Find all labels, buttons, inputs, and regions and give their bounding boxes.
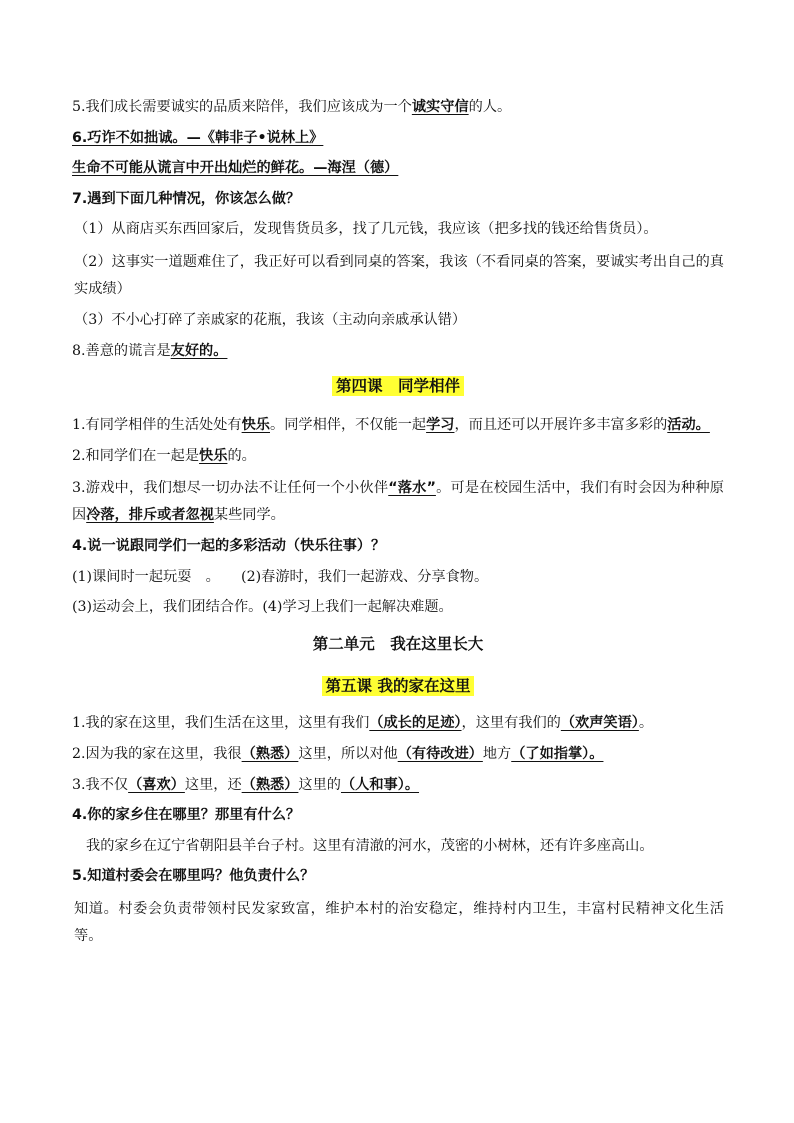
answer-underlined: （欢声笑语）: [560, 715, 639, 732]
text-span: 3.我不仅: [72, 776, 129, 793]
answer-line: （3）不小心打碎了亲戚家的花瓶，我该（主动向亲戚承认错）: [74, 311, 467, 328]
text-span: 。同学相伴，不仅能一起: [270, 416, 427, 433]
answer-line: (3)运动会上，我们团结合作。(4)学习上我们一起解决难题。: [72, 599, 453, 616]
text-span: 这里的: [298, 776, 341, 793]
highlighted-title: 第五课 我的家在这里: [322, 676, 475, 696]
text-span: 1.我的家在这里，我们生活在这里，这里有我们: [72, 715, 370, 732]
answer-underlined: （熟悉）: [241, 776, 299, 793]
text-span: 3.游戏中，我们想尽一切办法不让任何一个小伙伴: [72, 480, 389, 497]
answer-line: （1）从商店买东西回家后，发现售货员多，找了几元钱，我应该（把多找的钱还给售货员）。: [74, 221, 658, 238]
text-span: 2.因为我的家在这里，我很: [72, 745, 242, 762]
text-span: 这里，所以对他: [298, 745, 398, 762]
text-span: 。可是在校园生活中，我们有时会因为种种原因: [72, 480, 724, 524]
answer-underlined: 诚实守信: [411, 99, 469, 115]
answer-underlined: 活动。: [667, 416, 710, 433]
answer-underlined: （有待改进）: [397, 745, 483, 762]
answer-underlined: （了如指掌）。: [511, 745, 604, 762]
quote-underlined: 6.巧诈不如拙诚。—《韩非子•说林上》: [72, 129, 324, 146]
answer-underlined: （熟悉）: [241, 745, 299, 762]
text-span: 的人。: [468, 99, 512, 115]
answer-underlined: “落水”: [388, 480, 436, 497]
quote-underlined: 生命不可能从谎言中开出灿烂的鲜花。—海涅（德）: [72, 160, 399, 177]
question-line: 5.知道村委会在哪里吗？他负责什么？: [72, 868, 315, 885]
text-span: 8.善意的谎言是: [72, 342, 171, 359]
quote-line: [72, 127, 724, 149]
text-span: 1.有同学相伴的生活处处有: [72, 416, 242, 433]
answer-line: （2）这事实一道题难住了，我正好可以看到同桌的答案，我该（不看同桌的答案，要诚实考出自己的真实成绩）: [74, 253, 724, 297]
text-span: 这里，还: [184, 776, 242, 793]
text-span: 的。: [227, 447, 256, 464]
answer-underlined: 快乐: [199, 447, 228, 464]
answer-underlined: （成长的足迹）: [369, 715, 462, 732]
answer-underlined: 友好的。: [170, 342, 228, 359]
text-span: 。: [638, 715, 654, 732]
answer-underlined: 冷落，排斥或者忽视: [86, 507, 214, 524]
answer-underlined: 快乐: [241, 416, 270, 433]
text-span: 2.和同学们在一起是: [72, 447, 200, 464]
text-line: [72, 712, 724, 734]
highlighted-title: 第四课 同学相伴: [332, 376, 464, 396]
answer-underlined: 学习: [426, 416, 455, 433]
question-line: 4.你的家乡住在哪里？那里有什么？: [72, 807, 301, 824]
answer-line: (1)课间时一起玩耍 。 (2)春游时，我们一起游戏、分享食物。: [72, 568, 489, 585]
text-line: [72, 340, 724, 362]
text-line: [72, 445, 724, 467]
text-line: [72, 743, 724, 765]
answer-line: 知道。村委会负责带领村民发家致富，维护本村的治安稳定，维持村内卫生，丰富村民精神文化生活等。: [74, 900, 724, 944]
text-span: 5.我们成长需要诚实的品质来陪伴，我们应该成为一个: [72, 99, 412, 115]
text-line: [72, 412, 724, 439]
lesson-heading: [72, 374, 724, 398]
text-span: 某些同学。: [213, 507, 285, 524]
unit-heading: 第二单元 我在这里长大: [312, 635, 484, 654]
text-span: ，这里有我们的: [461, 715, 561, 732]
text-span: ，而且还可以开展许多丰富多彩的: [454, 416, 668, 433]
text-line: [72, 774, 724, 796]
question-line: 4.说一说跟同学们一起的多彩活动（快乐往事）？: [72, 538, 386, 555]
text-line: [72, 96, 724, 118]
text-line: [72, 475, 724, 529]
lesson-heading: [72, 674, 724, 698]
question-line: 7.遇到下面几种情况，你该怎么做？: [72, 190, 301, 207]
answer-line: 我的家乡在辽宁省朝阳县羊台子村。这里有清澈的河水，茂密的小树林，还有许多座高山。: [86, 837, 654, 854]
answer-underlined: （喜欢）: [128, 776, 185, 793]
text-span: 地方: [482, 745, 512, 762]
quote-line: [72, 157, 724, 179]
answer-underlined: （人和事）。: [340, 776, 420, 793]
document-page: [72, 96, 724, 956]
